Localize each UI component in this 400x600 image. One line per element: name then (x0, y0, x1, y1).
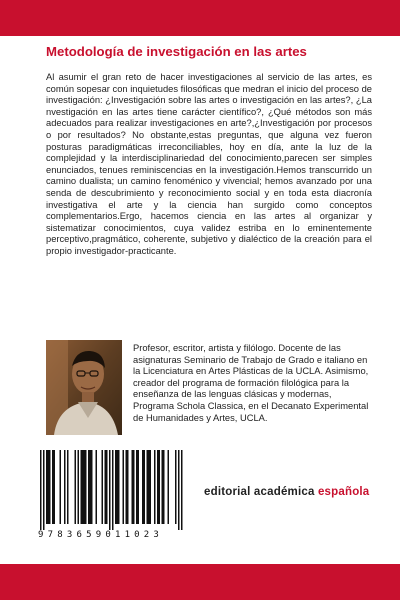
barcode-bar (75, 450, 77, 524)
barcode-bar (138, 450, 140, 524)
barcode-bar (163, 450, 165, 524)
barcode-bar (90, 450, 92, 524)
barcode-bar (144, 450, 146, 524)
barcode-bar (84, 450, 86, 524)
barcode-bar (157, 450, 159, 524)
isbn-number: 9783659011023 (38, 530, 164, 540)
barcode-bar (123, 450, 125, 524)
barcode-bar (52, 450, 54, 524)
barcode-bar (102, 450, 104, 524)
barcode-bar (48, 450, 50, 524)
top-color-band (0, 0, 400, 36)
barcode-bar (91, 450, 93, 524)
barcode-bar (142, 450, 144, 524)
barcode-bar (88, 450, 90, 524)
barcode-bar (115, 450, 117, 524)
barcode-bar (82, 450, 84, 524)
barcode-bar (126, 450, 128, 524)
barcode-bar (159, 450, 161, 524)
barcode-bar (175, 450, 177, 524)
barcode-bar (136, 450, 138, 524)
barcode-bars (34, 448, 190, 530)
book-title: Metodología de investigación en las artes (46, 44, 307, 59)
barcode-bar (150, 450, 152, 524)
barcode-bar (78, 450, 80, 524)
barcode-bar (49, 450, 51, 524)
barcode-bar (132, 450, 134, 524)
barcode-bar (60, 450, 62, 524)
barcode-bar (64, 450, 66, 524)
barcode-bar (109, 450, 111, 530)
barcode-bar (46, 450, 48, 524)
book-description: Al asumir el gran reto de hacer investigaciones al servicio de las artes, es común sopesar con inquietudes filosóficas que medran el inicio del proceso de investigación: ¿Investigación sobre las artes o investigación en las artes?, ¿La nvestigación en las artes tiene carácter científico?, ¿Qué métodos son más adecuados para realizar investigaciones en arte?,¿Investigación por procesos o por resultados? No obstante,estas preguntas, que alguna vez fueron posturas paradigmáticas irreconciliables, hoy en día, ante la luz de la complejidad y la interdisciplinariedad del conocimiento,parecen ser simples enunciados, tenues reminiscencias en la investigación.Hemos transcurrido un camino dualista; un camino fenoménico y vivencial; hemos avanzado por una senda de descubrimiento y reconocimiento social y en toda esta diacronía investigativa el arte y la ciencia han surgido como conceptos complementarios.Ergo, hacemos ciencia en las artes al organizar y sistematizar conocimientos, cuya validez estriba en lo eminentemente perceptivo,pragmático, coherente, subjetivo y dialéctico de la creación para el propio investigador-practicante. (46, 72, 372, 256)
barcode-bar (85, 450, 87, 524)
barcode-bar (96, 450, 98, 524)
barcode-bar (147, 450, 149, 524)
barcode-bar (81, 450, 83, 524)
barcode (34, 448, 190, 548)
bottom-color-band (0, 564, 400, 600)
author-bio: Profesor, escritor, artista y filólogo. Docente de las asignaturas Seminario de Trabajo de Grado e italiano en la Licenciatura en Artes Plásticas de la UCLA. Asimismo, creador del programa de formación filológica para la enseñanza de las lenguas clásicas y modernas, Programa Schola Classica, en el Decanato Experimental de Humanidades y Artes, UCLA. (133, 343, 369, 423)
barcode-bar (168, 450, 170, 524)
barcode-bar (162, 450, 164, 524)
barcode-bar (127, 450, 129, 524)
barcode-bar (117, 450, 119, 524)
barcode-bar (67, 450, 69, 524)
publisher-name-main: editorial académica (204, 486, 318, 498)
barcode-bar (133, 450, 135, 524)
barcode-bar (154, 450, 156, 524)
barcode-bar (40, 450, 42, 530)
barcode-bar (181, 450, 183, 530)
barcode-bar (54, 450, 56, 524)
author-portrait-image (46, 340, 122, 435)
author-photo (46, 340, 122, 435)
barcode-bar (105, 450, 107, 524)
publisher-name-accent: española (317, 486, 370, 498)
publisher-logo (204, 486, 380, 498)
barcode-bar (148, 450, 150, 524)
barcode-bar (118, 450, 120, 524)
barcode-bar (178, 450, 180, 530)
barcode-bar (112, 450, 114, 530)
barcode-bar (106, 450, 108, 524)
barcode-bar (43, 450, 45, 530)
